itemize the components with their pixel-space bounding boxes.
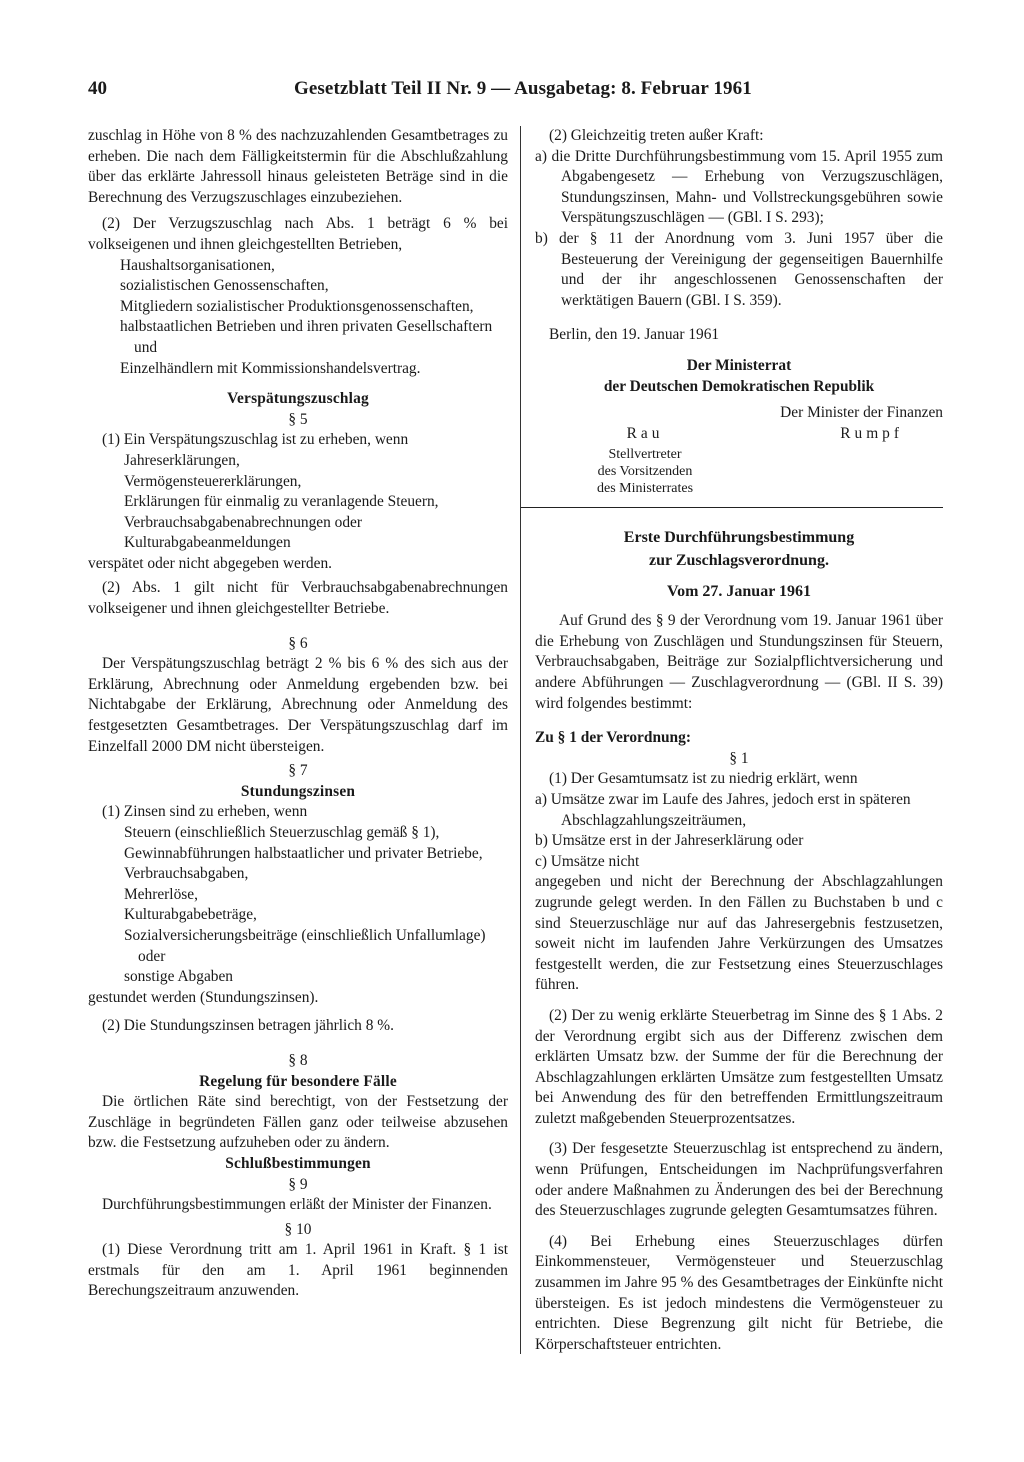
- list-item: Kulturabgabeanmeldungen: [124, 534, 291, 552]
- list-item: halbstaatlichen Betrieben und ihren privaten Gesellschaftern und: [120, 318, 493, 356]
- list-item: Vermögensteuererklärungen,: [124, 472, 302, 490]
- section-divider: [521, 507, 943, 509]
- section-7-closing: gestundet werden (Stundungszinsen).: [88, 988, 319, 1006]
- document-date: Vom 27. Januar 1961: [666, 583, 812, 601]
- list-item: Haushaltsorganisationen,: [120, 256, 275, 274]
- repeal-item-a: a) die Dritte Durchführungsbestimmung vom 15. April 1955 zum Abgabengesetz — Erhebung von Verzugszuschlägen, Stundungszinsen, Mahn- und Vollstreckungsgebühren sowie Verspätungszuschlägen — (GBl. I S. 293);: [535, 147, 943, 227]
- heading-zu-section-1: Zu § 1 der Verordnung:: [535, 729, 691, 747]
- list-item: Verbrauchsabgabenabrechnungen oder: [124, 513, 363, 531]
- section-9-paragraph: Durchführungsbestimmungen erläßt der Minister der Finanzen.: [102, 1196, 492, 1214]
- section-5-closing: verspätet oder nicht abgegeben werden.: [88, 554, 333, 572]
- list-item: Einzelhändlern mit Kommissionshandelsvertrag.: [120, 359, 421, 377]
- heading-stundungszinsen: Stundungszinsen: [240, 782, 356, 800]
- repeal-item-b: b) der § 11 der Anordnung vom 3. Juni 1957 über die Besteuerung der Vereinigung der gegenseitigen Bauernhilfe und der ihr angeschlossenen Genossenschaften der werktätigen Bauern (GBl. I S. 359).: [535, 229, 943, 309]
- list-item: Steuern (einschließlich Steuerzuschlag gemäß § 1),: [124, 824, 440, 841]
- section-6-paragraph: Der Verspätungszuschlag beträgt 2 % bis 6 % des sich aus der Erklärung, Abrechnung oder Anmeldung ergebenden bzw. bei Nichtabgabe der Erklärung, Abrechnung oder Anmeldung des festgesetzten Gesamtbetrages. Der Verspätungszuschlag darf im Einzelfall 2000 DM nicht übersteigen.: [88, 655, 508, 755]
- right-column: [535, 126, 943, 1355]
- section-7-number: § 7: [288, 762, 308, 780]
- page-number: 40: [88, 78, 107, 99]
- section-10-paragraph: (1) Diese Verordnung tritt am 1. April 1961 in Kraft. § 1 ist erstmals für den am 1. April 1961 beginnenden Berechungszeitraum anzuwenden.: [88, 1241, 508, 1300]
- signatory-organ-line-2: der Deutschen Demokratischen Republik: [603, 377, 875, 395]
- running-title: Gesetzblatt Teil II Nr. 9 — Ausgabetag: 8. Februar 1961: [294, 78, 752, 99]
- section-1-item-c: c) Umsätze nicht: [535, 852, 640, 870]
- preamble: Auf Grund des § 9 der Verordnung vom 19. Januar 1961 über die Erhebung von Zuschlägen und Stundungszinsen für Steuern, Verbrauchsabgaben, Beiträge zur Sozialpflichtversicherung und andere Abführungen — Zuschlagverordnung — (GBl. II S. 39) wird folgendes bestimmt:: [535, 612, 943, 712]
- heading-verspaetungszuschlag: Verspätungszuschlag: [227, 390, 369, 408]
- section-1-closing: angegeben und nicht der Berechnung der Abschlagzahlungen zugrunde gelegt werden. In den Fällen zu Buchstaben b und c sind Steuerzuschläge nur auf das Jahresergebnis festzusetzen, soweit nicht im laufenden Jahre Verkürzungen des Umsatzes festgestellt werden, die zur Festsetzung eines Steuerzuschlages führen.: [535, 873, 943, 994]
- signature-rumpf: Rumpf: [840, 424, 903, 442]
- section-1-number: § 1: [729, 749, 749, 767]
- list-item: Mitgliedern sozialistischer Produktionsgenossenschaften,: [120, 297, 474, 315]
- section-10-number: § 10: [284, 1220, 312, 1238]
- list-item: Mehrerlöse,: [124, 885, 198, 903]
- rau-title-line-2: des Vorsitzenden: [597, 463, 693, 479]
- section-1-item-b: b) Umsätze erst in der Jahreserklärung oder: [535, 832, 804, 850]
- list-item: Jahreserklärungen,: [124, 451, 240, 469]
- list-item: Kulturabgabebeträge,: [124, 906, 257, 924]
- rau-title-line-1: Stellvertreter: [608, 446, 682, 462]
- section-1-paragraph-4: (4) Bei Erhebung eines Steuerzuschlages dürfen Einkommensteuer, Vermögensteuer und Steuerzuschlag zusammen im Jahre 95 % des Gesamtbetrages der Einkünfte nicht übersteigen. Es ist jedoch mindestens die Vermögensteuer zu entrichten. Diese Begrenzung gilt nicht für Betriebe, die Körperschaftsteuer entrichten.: [535, 1232, 943, 1353]
- rau-title-line-3: des Ministerrates: [596, 480, 694, 496]
- heading-schlussbestimmungen: Schlußbestimmungen: [225, 1154, 371, 1172]
- left-column: [88, 126, 508, 1302]
- list-item: Erklärungen für einmalig zu veranlagende Steuern,: [124, 493, 439, 511]
- section-5-paragraph-2: (2) Abs. 1 gilt nicht für Verbrauchsabgabenabrechnungen volkseigener und ihnen gleichgestellter Betriebe.: [88, 579, 508, 618]
- section-1-item-a: a) Umsätze zwar im Laufe des Jahres, jedoch erst in späteren Abschlagzahlungszeiträumen,: [535, 790, 911, 829]
- section-7-paragraph-1: (1) Zinsen sind zu erheben, wenn: [102, 803, 308, 821]
- document-title-line-2: zur Zuschlagsverordnung.: [649, 552, 829, 570]
- page-header: [88, 78, 938, 104]
- section-5-number: § 5: [288, 410, 308, 428]
- place-and-date: Berlin, den 19. Januar 1961: [549, 326, 720, 344]
- section-8-paragraph: Die örtlichen Räte sind berechtigt, von der Festsetzung der Zuschläge in begründeten Fällen ganz oder teilweise abzusehen bzw. die Festsetzung aufzuheben oder zu ändern.: [88, 1093, 508, 1152]
- document-title-line-1: Erste Durchführungsbestimmung: [623, 529, 855, 547]
- section-7-paragraph-2: (2) Die Stundungszinsen betragen jährlich 8 %.: [102, 1017, 394, 1035]
- heading-regelung: Regelung für besondere Fälle: [199, 1072, 397, 1090]
- list-item: Gewinnabführungen halbstaatlicher und privater Betriebe,: [124, 844, 483, 862]
- column-divider: [520, 126, 521, 1354]
- section-1-paragraph-2: (2) Der zu wenig erklärte Steuerbetrag im Sinne des § 1 Abs. 2 der Verordnung ergibt sich aus der Differenz zwischen dem erklärten Umsatz bzw. der Summe der für die Berechnung der Abschlagzahlungen erklärten Umsätze zum festgestellten Umsatz bei Anwendung des für den betreffenden Ermittlungszeitraum zuletzt maßgebenden Steuerprozentsatzes.: [535, 1006, 943, 1127]
- list-item: sozialistischen Genossenschaften,: [120, 277, 329, 295]
- list-item: Sozialversicherungsbeiträge (einschließlich Unfallumlage) oder: [124, 926, 486, 965]
- signature-rau: Rau: [626, 424, 664, 442]
- list-item: sonstige Abgaben: [124, 968, 234, 986]
- list-item: Verbrauchsabgaben,: [124, 865, 249, 883]
- section-5-paragraph-1: (1) Ein Verspätungszuschlag ist zu erheben, wenn: [102, 431, 409, 449]
- section-6-number: § 6: [288, 634, 308, 652]
- repeal-intro: (2) Gleichzeitig treten außer Kraft:: [549, 127, 764, 144]
- signature-row: [535, 424, 943, 446]
- section-1-paragraph-3: (3) Der fesgesetzte Steuerzuschlag ist entsprechend zu ändern, wenn Prüfungen, Entscheidungen im Nachprüfungsverfahren oder andere Maßnahmen zu Änderungen des bei der Berechnung des Steuerzuschlages zugrunde gelegten Gesamtumsatzes führen.: [535, 1140, 943, 1220]
- paragraph-verzugszuschlag-2: (2) Der Verzugszuschlag nach Abs. 1 beträgt 6 % bei volkseigenen und ihnen gleichgestellten Betrieben,: [88, 215, 508, 253]
- paragraph-continuation: zuschlag in Höhe von 8 % des nachzuzahlenden Gesamtbetrages zu erheben. Die nach dem Fälligkeitstermin für die Abschlußzahlung über das erklärte Jahressoll hinaus geleisteten Beträge sind in die Berechnung des Verzugszuschlages einzubeziehen.: [88, 127, 508, 206]
- signatory-organ-line-1: Der Ministerrat: [686, 356, 792, 374]
- section-8-number: § 8: [288, 1051, 308, 1069]
- section-9-number: § 9: [288, 1175, 308, 1193]
- section-1-paragraph-1: (1) Der Gesamtumsatz ist zu niedrig erklärt, wenn: [549, 770, 858, 788]
- minister-of-finance: Der Minister der Finanzen: [780, 404, 943, 422]
